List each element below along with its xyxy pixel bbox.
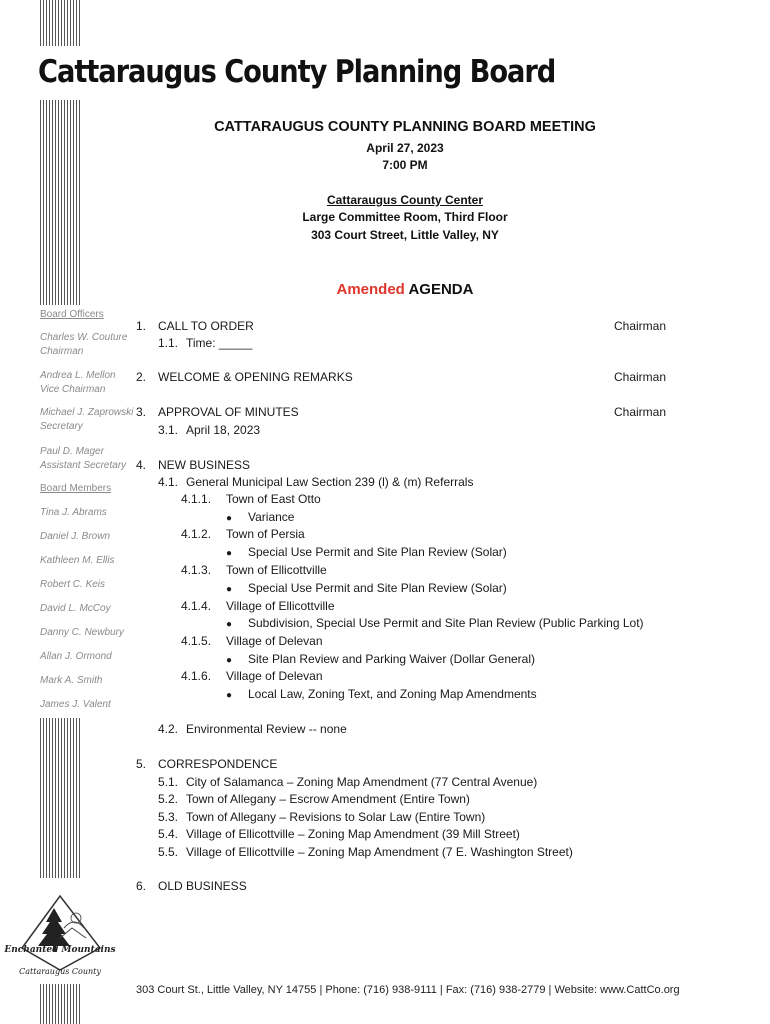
subitem-number: 5.3.: [158, 810, 179, 824]
referral-number: 4.1.6.: [181, 669, 212, 683]
amended-label: Amended: [336, 281, 405, 298]
officer-name: Charles W. Couture: [40, 332, 128, 343]
subitem-label: General Municipal Law Section 239 (l) & (m) Referrals: [186, 475, 474, 489]
agenda-item: [136, 756, 277, 774]
item-number: 2.: [136, 370, 147, 384]
item-number: 6.: [136, 879, 147, 893]
agenda-subitem: [158, 422, 260, 440]
bullet-icon: ●: [226, 690, 233, 701]
referral-detail: [226, 651, 535, 670]
referral-number: 4.1.3.: [181, 563, 212, 577]
bullet-icon: ●: [226, 619, 233, 630]
item-number: 4.: [136, 458, 147, 472]
logo-line1: Enchanted Mountains: [4, 945, 116, 955]
item-presenter: Chairman: [614, 405, 667, 419]
referral-item: [181, 668, 323, 686]
county-logo: [4, 888, 116, 980]
meeting-date: April 27, 2023: [366, 141, 444, 155]
subitem-number: 1.1.: [158, 336, 179, 350]
officers-header: Board Officers: [40, 309, 104, 320]
agenda-item: [136, 404, 299, 422]
item-number: 3.: [136, 405, 147, 419]
officer-entry: [40, 445, 126, 473]
subitem-number: 4.1.: [158, 475, 179, 489]
meeting-venue: Cattaraugus County Center: [326, 193, 484, 207]
referral-municipality: Village of Ellicottville: [226, 599, 335, 613]
referral-detail: [226, 544, 507, 563]
officer-entry: [40, 369, 116, 397]
logo-line2: Cattaraugus County: [19, 967, 101, 976]
agenda-subitem: [158, 809, 485, 827]
subitem-number: 4.2.: [158, 722, 179, 736]
referral-detail: [226, 580, 507, 599]
referral-number: 4.1.2.: [181, 527, 212, 541]
referral-detail-text: Special Use Permit and Site Plan Review (Solar): [248, 581, 507, 595]
subitem-label: Environmental Review -- none: [186, 722, 347, 736]
officer-entry: [40, 406, 133, 434]
footer-contact: 303 Court St., Little Valley, NY 14755 | Phone: (716) 938-9111 | Fax: (716) 938-2779 | Website: www.CattCo.org: [136, 984, 680, 996]
referral-item: [181, 562, 327, 580]
item-label: CORRESPONDENCE: [158, 757, 278, 771]
meeting-time: 7:00 PM: [382, 158, 428, 172]
agenda-label: AGENDA: [408, 281, 474, 298]
members-header: Board Members: [40, 483, 112, 494]
agenda-subitem: [158, 826, 520, 844]
agenda-subitem: [158, 335, 252, 353]
referral-detail: [226, 615, 644, 634]
decorative-lines-middle: [40, 100, 80, 305]
bullet-icon: ●: [226, 655, 233, 666]
officer-name: Michael J. Zaprowski: [40, 407, 134, 418]
referral-detail: [226, 686, 537, 705]
item-label: APPROVAL OF MINUTES: [158, 405, 299, 419]
agenda-subitem: [158, 844, 573, 862]
referral-municipality: Village of Delevan: [226, 669, 323, 683]
officer-title: Vice Chairman: [40, 384, 106, 395]
agenda-subitem: [158, 474, 473, 492]
agenda-heading: [140, 281, 670, 298]
referral-number: 4.1.4.: [181, 599, 212, 613]
referral-detail: [226, 509, 294, 528]
referral-detail-text: Local Law, Zoning Text, and Zoning Map Amendments: [248, 687, 537, 701]
referral-item: [181, 526, 305, 544]
item-number: 1.: [136, 319, 147, 333]
referral-detail-text: Special Use Permit and Site Plan Review (Solar): [248, 545, 507, 559]
referral-detail-text: Site Plan Review and Parking Waiver (Dollar General): [248, 652, 536, 666]
subitem-label: April 18, 2023: [186, 423, 261, 437]
member-name: Robert C. Keis: [40, 579, 106, 590]
decorative-lines-footer: [40, 984, 80, 1024]
bullet-icon: ●: [226, 584, 233, 595]
subitem-label: Town of Allegany – Escrow Amendment (Entire Town): [186, 792, 470, 806]
decorative-lines-top: [40, 0, 80, 46]
item-presenter: Chairman: [614, 370, 667, 384]
member-name: David L. McCoy: [40, 603, 111, 614]
referral-municipality: Town of East Otto: [226, 492, 321, 506]
officer-title: Assistant Secretary: [40, 460, 127, 471]
item-label: WELCOME & OPENING REMARKS: [158, 370, 353, 384]
mountain-tree-icon: [4, 888, 116, 980]
subitem-label: City of Salamanca – Zoning Map Amendment (77 Central Avenue): [186, 775, 538, 789]
member-name: Tina J. Abrams: [40, 507, 107, 518]
subitem-number: 5.1.: [158, 775, 179, 789]
bullet-icon: ●: [226, 513, 233, 524]
subitem-number: 3.1.: [158, 423, 179, 437]
member-name: Allan J. Ormond: [40, 651, 112, 662]
referral-number: 4.1.1.: [181, 492, 212, 506]
member-name: Mark A. Smith: [40, 675, 103, 686]
officer-name: Paul D. Mager: [40, 446, 104, 457]
referral-number: 4.1.5.: [181, 634, 212, 648]
member-name: James J. Valent: [40, 699, 111, 710]
member-name: Daniel J. Brown: [40, 531, 111, 542]
agenda-item: [136, 878, 247, 896]
bullet-icon: ●: [226, 548, 233, 559]
subitem-label: Village of Ellicottville – Zoning Map Amendment (7 E. Washington Street): [186, 845, 573, 859]
meeting-title: CATTARAUGUS COUNTY PLANNING BOARD MEETING: [214, 119, 596, 135]
agenda-item: [136, 369, 353, 387]
item-label: OLD BUSINESS: [158, 879, 247, 893]
decorative-lines-bottom: [40, 718, 80, 878]
officer-title: Secretary: [40, 421, 83, 432]
referral-municipality: Town of Persia: [226, 527, 305, 541]
referral-detail-text: Variance: [248, 510, 295, 524]
subitem-number: 5.4.: [158, 827, 179, 841]
item-number: 5.: [136, 757, 147, 771]
meeting-room: Large Committee Room, Third Floor: [302, 210, 508, 224]
referral-item: [181, 598, 335, 616]
agenda-subitem: [158, 774, 537, 792]
organization-title: Cattaraugus County Planning Board: [38, 54, 556, 90]
item-presenter: Chairman: [614, 319, 667, 333]
item-label: NEW BUSINESS: [158, 458, 251, 472]
officer-name: Andrea L. Mellon: [40, 370, 116, 381]
agenda-item: [136, 457, 250, 475]
subitem-number: 5.5.: [158, 845, 179, 859]
member-name: Kathleen M. Ellis: [40, 555, 115, 566]
officer-title: Chairman: [40, 346, 84, 357]
subitem-label: Town of Allegany – Revisions to Solar Law (Entire Town): [186, 810, 486, 824]
officer-entry: [40, 331, 127, 359]
referral-item: [181, 491, 321, 509]
subitem-label: Village of Ellicottville – Zoning Map Amendment (39 Mill Street): [186, 827, 520, 841]
subitem-label: Time: _____: [186, 336, 253, 350]
referral-municipality: Village of Delevan: [226, 634, 323, 648]
agenda-item: [136, 318, 254, 336]
item-label: CALL TO ORDER: [158, 319, 254, 333]
member-name: Danny C. Newbury: [40, 627, 124, 638]
subitem-number: 5.2.: [158, 792, 179, 806]
agenda-subitem: [158, 791, 470, 809]
meeting-address: 303 Court Street, Little Valley, NY: [311, 228, 499, 242]
referral-detail-text: Subdivision, Special Use Permit and Site Plan Review (Public Parking Lot): [248, 616, 644, 630]
agenda-subitem: [158, 721, 347, 739]
referral-municipality: Town of Ellicottville: [226, 563, 327, 577]
referral-item: [181, 633, 323, 651]
